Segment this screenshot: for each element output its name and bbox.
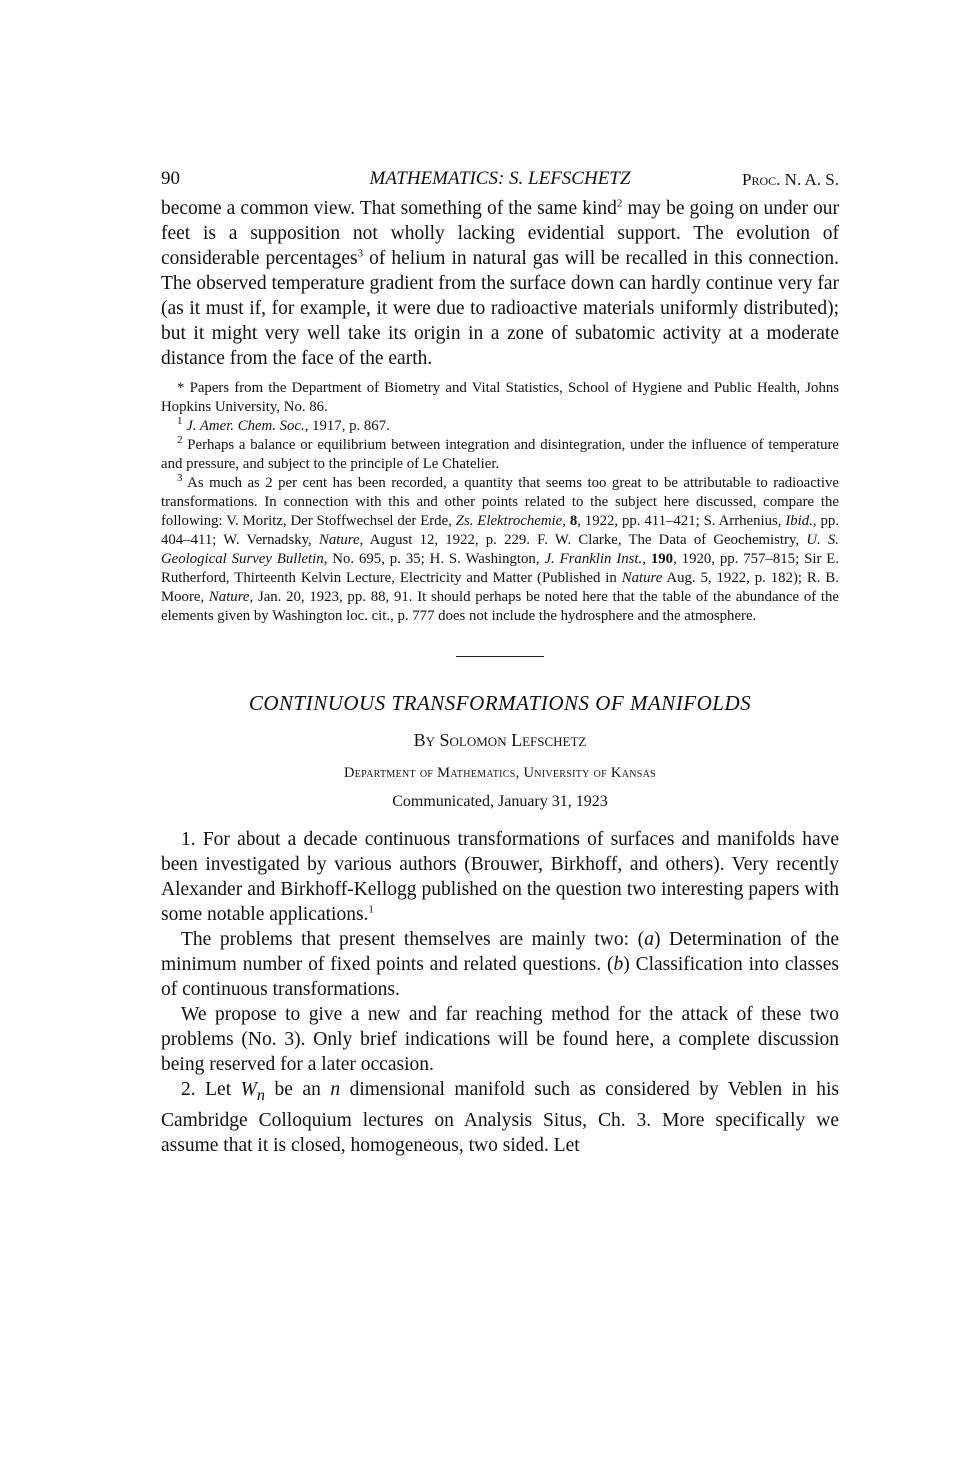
paragraph-3: We propose to give a new and far reaching method for the attack of these two problems (No. 3). Only brief indications will be found here, a complete discussion being reserved for a later occasion. (161, 1004, 839, 1075)
page-number: 90 (161, 168, 180, 189)
paragraph-2: The problems that present themselves are mainly two: (a) Determination of the minimum number of fixed points and related questions. (b) Classification into classes of continuous transformations. (161, 929, 839, 1000)
footnote-ref-3[interactable]: 3 (357, 247, 364, 260)
footnotes (161, 379, 839, 626)
article-author: By Solomon Lefschetz (413, 730, 587, 750)
page-header (161, 168, 839, 196)
communicated-date: Communicated, January 31, 1923 (392, 793, 608, 810)
footnote-2: $^2$ Perhaps a balance or equilibrium between integration and disintegration, under the influence of temperature and pressure, and subject to the principle of Le Chatelier. (161, 434, 839, 472)
footnote-star: * Papers from the Department of Biometry and Vital Statistics, School of Hygiene and Public Health, Johns Hopkins University, No. 86. (161, 380, 839, 415)
footnote-ref-1[interactable]: 1 (368, 903, 374, 916)
footnote-3: $^3$ As much as 2 per cent has been recorded, a quantity that seems too great to be attributable to radioactive transformations. In connection with this and other points related to the subject here discussed, compare the following: V. Moritz, Der Stoffwechsel der Erde, Zs. Elektrochemie, 8, 1922, pp. 411–421; S. Arrhenius, Ibid., pp. 404–411; W. Vernadsky, Nature, August 12, 1922, p. 229. F. W. Clarke, The Data of Geochemistry, U. S. Geological Survey Bulletin, No. 695, p. 35; H. S. Washington, J. Franklin Inst., 190, 1920, pp. 757–815; Sir E. Rutherford, Thirteenth Kelvin Lecture, Electricity and Matter (Published in Nature Aug. 5, 1922, p. 182); R. B. Moore, Nature, Jan. 20, 1923, pp. 88, 91. It should perhaps be noted here that the table of the abundance of the elements given by Washington loc. cit., p. 777 does not include the hydrosphere and the atmosphere. (161, 472, 840, 624)
article-body (161, 827, 839, 1158)
paragraph-1: 1. For about a decade continuous transformations of surfaces and manifolds have been investigated by various authors (Brouwer, Birkhoff, and others). Very recently Alexander and Birkhoff-Kellogg published on the question two interesting papers with some notable applications.$^1$ (161, 829, 839, 925)
footnote-ref-2[interactable]: 2 (616, 197, 623, 210)
author-affiliation: Department of Mathematics, University of Kansas (344, 765, 656, 781)
paragraph-4: 2. Let $W_n$ be an n dimensional manifold such as considered by Veblen in his Cambridge Colloquium lectures on Analysis Situs, Ch. 3. More specifically we assume that it is closed, homogeneous, two sided. Let (161, 1079, 840, 1156)
journal-abbreviation: Proc. N. A. S. (742, 170, 839, 189)
continued-paragraph: become a common view. That something of the same kind$^2$ may be going on under our feet is a supposition not wholly lacking evidential support. The evolution of considerable percentages$^3$ of helium in natural gas will be recalled in this connection. The observed temperature gradient from the surface down can hardly continue very far (as it must if, for example, it were due to radioactive materials uniformly distributed); but it might very well take its origin in a zone of subatomic activity at a moderate distance from the face of the earth. (161, 197, 839, 369)
running-title: MATHEMATICS: S. LEFSCHETZ (369, 168, 631, 189)
footnote-1: $^1$ J. Amer. Chem. Soc., 1917, p. 867. (177, 415, 390, 434)
journal-page (161, 168, 839, 1158)
article-title: CONTINUOUS TRANSFORMATIONS OF MANIFOLDS (248, 691, 752, 715)
section-divider (456, 656, 544, 657)
